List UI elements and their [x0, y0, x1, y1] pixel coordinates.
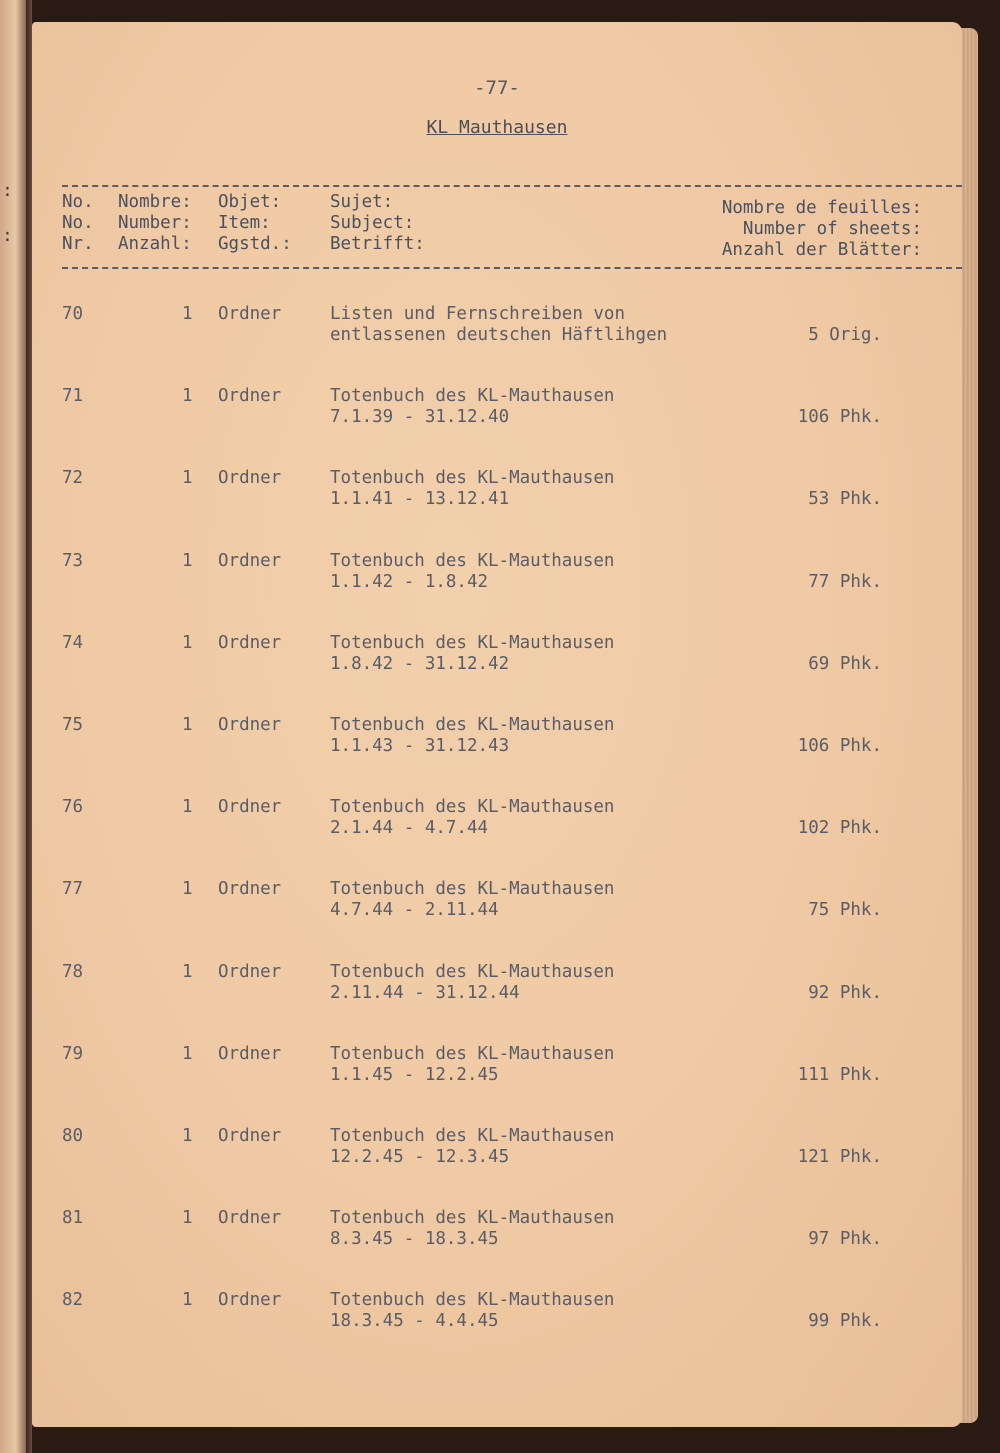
entry-number: 80 — [62, 1126, 84, 1146]
entry-item: Ordner — [218, 386, 282, 407]
entry-subject: Totenbuch des KL-Mauthausen — [330, 961, 615, 982]
entry-sheet-count: 102 Phk. — [797, 818, 882, 839]
entry-quantity: 1 — [182, 797, 193, 818]
entry-quantity: 1 — [182, 386, 193, 407]
entry-sheet-count: 121 Phk. — [797, 1147, 882, 1167]
entry-date-range: 1.1.45 - 12.2.45 — [330, 1064, 499, 1085]
header-rule-top — [62, 185, 962, 187]
facing-page-edge — [0, 0, 26, 1453]
header-subject: Sujet: Subject: Betrifft: — [330, 192, 425, 254]
entry-subject: Totenbuch des KL-Mauthausen — [330, 715, 615, 735]
entry-date-range: 1.1.42 - 1.8.42 — [330, 571, 489, 592]
entry-subject: Totenbuch des KL-Mauthausen — [330, 468, 615, 489]
entry-item: Ordner — [218, 879, 282, 900]
entry-sheet-count: 99 Phk. — [808, 1311, 882, 1332]
entry-quantity: 1 — [182, 1208, 193, 1229]
inventory-row — [32, 1208, 962, 1258]
entry-item: Ordner — [218, 632, 282, 653]
entry-date-range: 1.1.41 - 13.12.41 — [330, 489, 510, 510]
entry-number: 74 — [62, 632, 84, 653]
entry-sheet-count: 69 Phk. — [808, 653, 882, 674]
entry-subject: Totenbuch des KL-Mauthausen — [330, 1043, 615, 1064]
inventory-row — [32, 1290, 962, 1340]
entry-subject: Totenbuch des KL-Mauthausen — [330, 550, 615, 571]
entry-quantity: 1 — [182, 550, 193, 571]
entry-subject: Totenbuch des KL-Mauthausen — [330, 797, 615, 818]
inventory-row — [32, 386, 962, 436]
entry-quantity: 1 — [182, 715, 193, 735]
entry-subject: Listen und Fernschreiben von — [330, 304, 626, 324]
entry-date-range: 1.1.43 - 31.12.43 — [330, 736, 510, 756]
entry-sheet-count: 53 Phk. — [808, 489, 882, 510]
entry-item: Ordner — [218, 715, 282, 735]
facing-page-mark: : — [2, 225, 13, 246]
entry-date-range: 1.8.42 - 31.12.42 — [330, 653, 510, 674]
inventory-row — [32, 715, 962, 765]
entry-item: Ordner — [218, 468, 282, 489]
entry-sheet-count: 5 Orig. — [808, 325, 882, 345]
entry-quantity: 1 — [182, 304, 193, 324]
entry-number: 76 — [62, 797, 84, 818]
entry-item: Ordner — [218, 550, 282, 571]
header-sheets: Nombre de feuilles: Number of sheets: Anzahl der Blätter: — [721, 198, 922, 260]
entry-date-range: 2.11.44 - 31.12.44 — [330, 982, 520, 1003]
entry-subject: Totenbuch des KL-Mauthausen — [330, 632, 615, 653]
entry-number: 70 — [62, 304, 84, 324]
entry-item: Ordner — [218, 797, 282, 818]
inventory-row — [32, 1044, 962, 1094]
entry-item: Ordner — [218, 1043, 282, 1064]
entry-date-range: 4.7.44 - 2.11.44 — [330, 900, 499, 921]
inventory-row — [32, 304, 962, 354]
entry-number: 75 — [62, 715, 84, 735]
entry-date-range: 12.2.45 - 12.3.45 — [330, 1147, 510, 1167]
entry-quantity: 1 — [182, 632, 193, 653]
page-number: -77- — [474, 77, 520, 99]
entry-quantity: 1 — [182, 1126, 193, 1146]
header-no: No. No. Nr. — [62, 192, 94, 254]
entry-subject: Totenbuch des KL-Mauthausen — [330, 879, 615, 900]
entry-number: 82 — [62, 1290, 84, 1311]
entry-date-range: 8.3.45 - 18.3.45 — [330, 1229, 499, 1250]
entry-date-range: 18.3.45 - 4.4.45 — [330, 1311, 499, 1332]
inventory-row — [32, 962, 962, 1012]
entry-item: Ordner — [218, 1208, 282, 1229]
entry-item: Ordner — [218, 1126, 282, 1146]
header-count: Nombre: Number: Anzahl: — [118, 192, 192, 254]
entry-item: Ordner — [218, 304, 282, 324]
entry-sheet-count: 77 Phk. — [808, 571, 882, 592]
entry-date-range: entlassenen deutschen Häftlihgen — [330, 325, 668, 345]
entry-item: Ordner — [218, 1290, 282, 1311]
entry-number: 78 — [62, 961, 84, 982]
entry-number: 81 — [62, 1208, 84, 1229]
facing-page-mark: : — [2, 180, 13, 201]
camp-title: KL Mauthausen — [426, 117, 568, 138]
entry-sheet-count: 97 Phk. — [808, 1229, 882, 1250]
header-item: Objet: Item: Ggstd.: — [218, 192, 292, 254]
entry-subject: Totenbuch des KL-Mauthausen — [330, 1208, 615, 1229]
inventory-row — [32, 879, 962, 929]
inventory-row — [32, 551, 962, 601]
entry-quantity: 1 — [182, 1290, 193, 1311]
entry-quantity: 1 — [182, 1043, 193, 1064]
header-rule-bottom — [62, 267, 962, 269]
entry-date-range: 2.1.44 - 4.7.44 — [330, 818, 489, 839]
entry-number: 79 — [62, 1043, 84, 1064]
inventory-row — [32, 633, 962, 683]
inventory-row — [32, 797, 962, 847]
entry-quantity: 1 — [182, 468, 193, 489]
entry-number: 73 — [62, 550, 84, 571]
entry-subject: Totenbuch des KL-Mauthausen — [330, 386, 615, 407]
entry-sheet-count: 106 Phk. — [797, 407, 882, 428]
entry-subject: Totenbuch des KL-Mauthausen — [330, 1290, 615, 1311]
entry-sheet-count: 106 Phk. — [797, 736, 882, 756]
entry-number: 77 — [62, 879, 84, 900]
entry-sheet-count: 92 Phk. — [808, 982, 882, 1003]
entry-quantity: 1 — [182, 961, 193, 982]
inventory-row — [32, 1126, 962, 1176]
entry-date-range: 7.1.39 - 31.12.40 — [330, 407, 510, 428]
document-page — [32, 22, 962, 1427]
entry-number: 71 — [62, 386, 84, 407]
inventory-row — [32, 468, 962, 518]
entry-number: 72 — [62, 468, 84, 489]
entry-item: Ordner — [218, 961, 282, 982]
entry-quantity: 1 — [182, 879, 193, 900]
entry-sheet-count: 75 Phk. — [808, 900, 882, 921]
entry-sheet-count: 111 Phk. — [797, 1064, 882, 1085]
entry-subject: Totenbuch des KL-Mauthausen — [330, 1126, 615, 1146]
